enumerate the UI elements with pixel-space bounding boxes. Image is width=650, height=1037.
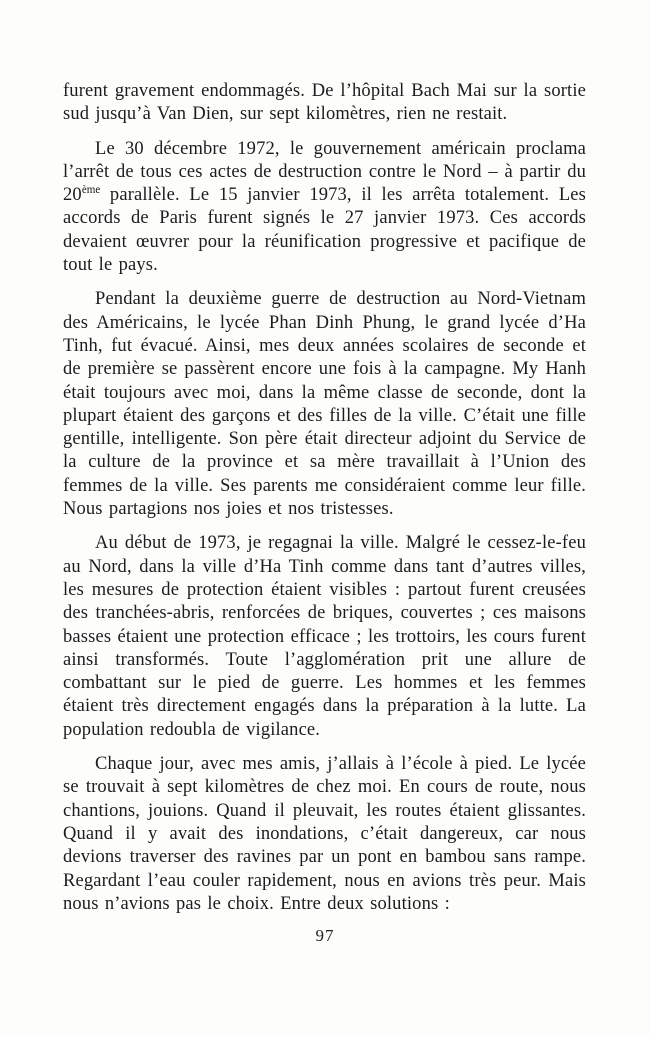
paragraph-text: parallèle. Le 15 janvier 1973, il les arrêta totalement. Les accords de Paris furent signés le 27 janvier 1973. Ces accords devaient œuvrer pour la réunification progressive et pacifique de tout le pays. [63,185,586,276]
paragraph-text: Au début de 1973, je regagnai la ville. Malgré le cessez-le-feu au Nord, dans la ville d’Ha Tinh comme dans tant d’autres villes, les mesures de protection étaient visibles : partout furent creusées des tranchées-abris, renforcées de briques, couvertes ; ces maisons basses étaient une protection efficace ; les trottoirs, les cours furent ainsi transformés. Toute l’agglomération prit une allure de combattant sur le pied de guerre. Les hommes et les femmes étaient très directement engagés dans la préparation à la lutte. La population redoubla de vigilance. [63,533,586,740]
paragraph [63,288,586,521]
paragraph-continuation [63,80,586,127]
paragraph-text: Chaque jour, avec mes amis, j’allais à l’école à pied. Le lycée se trouvait à sept kilomètres de chez moi. En cours de route, nous chantions, jouions. Quand il pleuvait, les routes étaient glissantes. Quand il y avait des inondations, c’était dangereux, car nous devions traverser des ravines par un pont en bambou sans rampe. Regardant l’eau couler rapidement, nous en avions très peur. Mais nous n’avions pas le choix. Entre deux solutions : [63,754,586,914]
paragraph [63,753,586,916]
paragraph-text: Le 30 décembre 1972, le gouvernement américain proclama l’arrêt de tous ces actes de destruction contre le Nord – à partir du 20 [63,138,586,206]
paragraph [63,138,586,278]
paragraph [63,532,586,742]
paragraph-text: furent gravement endommagés. De l’hôpital Bach Mai sur la sortie sud jusqu’à Van Dien, sur sept kilomètres, rien ne restait. [63,81,586,125]
paragraph-text: Pendant la deuxième guerre de destruction au Nord-Vietnam des Américains, le lycée Phan Dinh Phung, le grand lycée d’Ha Tinh, fut évacué. Ainsi, mes deux années scolaires de seconde et de première se passèrent encore une fois à la campagne. My Hanh était toujours avec moi, dans la même classe de seconde, dont la plupart étaient des garçons et des filles de la ville. C’était une fille gentille, intelligente. Son père était directeur adjoint du Service de la culture de la province et sa mère travaillait à l’Union des femmes de la ville. Ses parents me considéraient comme leur fille. Nous partagions nos joies et nos tristesses. [63,289,586,520]
body-text [63,80,586,916]
page-number: 97 [315,926,335,945]
ordinal-superscript: ème [81,184,101,197]
